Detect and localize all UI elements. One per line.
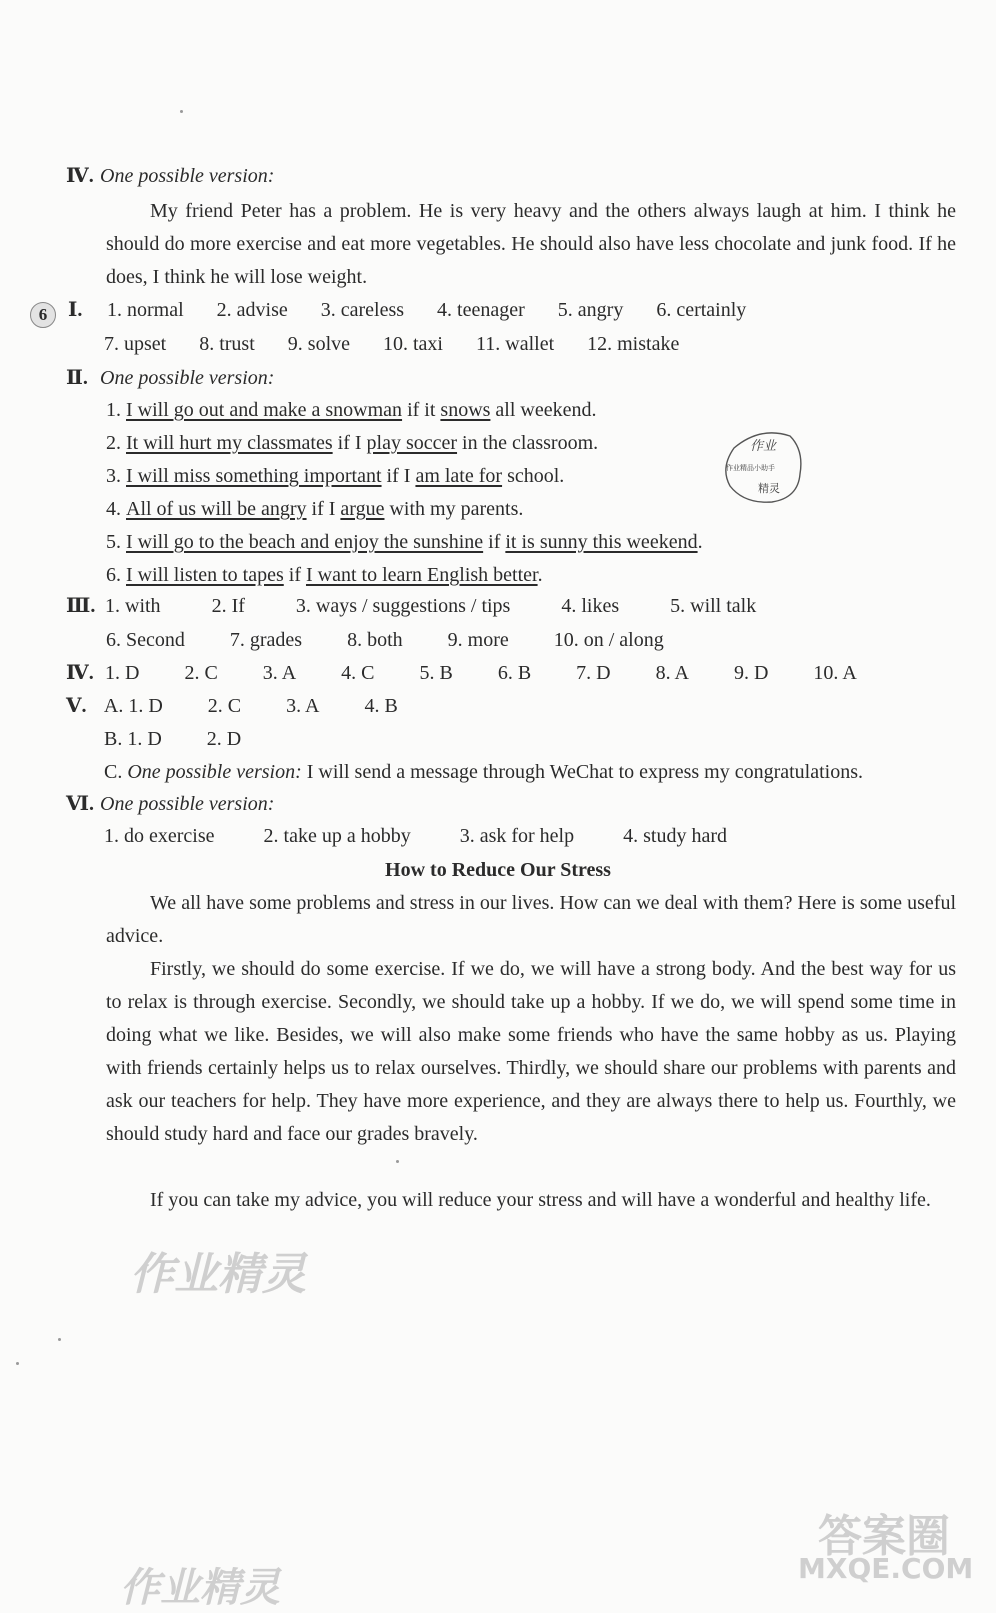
watermark-logo: 作业精灵 <box>130 1249 306 1300</box>
answer-item: 4. study hard <box>623 825 728 847</box>
essay-paragraph: We all have some problems and stress in our lives. How can we deal with them? Here is some useful advice. <box>106 892 956 947</box>
answer-item: 4. B <box>364 695 398 717</box>
conditional-sentence: 6. I will listen to tapes if I want to learn English better. <box>106 564 543 586</box>
if-clause: play soccer <box>366 432 458 454</box>
watermark-logo: 答案圈 <box>818 1511 950 1562</box>
section-label: One possible version: <box>100 793 275 815</box>
watermark-logo: MXQE.COM <box>798 1552 974 1585</box>
answer-item: 8. A <box>655 662 689 684</box>
section-v-part-a <box>66 694 398 718</box>
speck <box>16 1362 19 1365</box>
stamp-text: 作业 <box>750 438 777 453</box>
answer-item: A. 1. D <box>103 695 163 717</box>
answer-item: 5. will talk <box>670 595 757 617</box>
section-vi-row <box>104 824 727 848</box>
answer-item: 7. D <box>576 662 611 684</box>
conditional-sentence: 5. I will go to the beach and enjoy the sunshine if it is sunny this weekend. <box>106 531 703 553</box>
speck <box>396 1160 399 1163</box>
if-clause: I want to learn English better <box>305 564 538 586</box>
answer-item: 10. taxi <box>383 333 443 355</box>
answer-item: 1. do exercise <box>104 825 215 847</box>
answer-item: 6. Second <box>106 629 185 651</box>
answer-item: 3. ways / suggestions / tips <box>295 595 511 617</box>
answer-item: 1. with <box>105 595 161 617</box>
if-clause: argue <box>340 498 385 520</box>
section-i-row-1 <box>68 298 746 322</box>
answer-item: 6. certainly <box>656 299 747 321</box>
section-iv-heading <box>66 164 274 188</box>
essay-title: How to Reduce Our Stress <box>385 859 611 881</box>
section-numeral: Ⅲ. <box>66 595 96 617</box>
section-numeral: Ⅳ. <box>66 662 94 684</box>
answer-item: 1. D <box>105 662 140 684</box>
section-numeral: Ⅰ. <box>68 299 83 321</box>
answer-item: 7. upset <box>104 333 167 355</box>
essay-paragraph: Firstly, we should do some exercise. If we do, we will have a strong body. And the best way for us to relax is through exercise. Secondly, we should take up a hobby. If we do, we will spend some time in doing what we like. Besides, we will also make some friends who have the same hobby as us. Playing with friends certainly helps us to relax ourselves. Thirdly, we should share our problems with parents and ask our teachers for help. They have more experience, and they are always there to help us. Fourthly, we should study hard and face our grades bravely. <box>106 958 956 1145</box>
section-vi-heading <box>66 792 274 816</box>
unit-number-badge: 6 <box>30 302 56 328</box>
answer-item: 3. ask for help <box>459 825 575 847</box>
section-numeral: Ⅱ. <box>66 367 88 389</box>
main-clause: I will go out and make a snowman <box>126 399 403 421</box>
answer-item: 4. C <box>341 662 375 684</box>
section-label: One possible version: <box>100 165 275 187</box>
answer-item: 9. D <box>733 662 769 684</box>
main-clause: I will miss something important <box>126 465 382 487</box>
answer-item: 2. D <box>206 728 242 750</box>
section-numeral: Ⅳ. <box>66 165 94 187</box>
stamp-seal <box>720 428 806 508</box>
section-numeral: Ⅵ. <box>66 793 94 815</box>
conditional-sentence: 2. It will hurt my classmates if I play soccer in the classroom. <box>106 432 599 454</box>
speck <box>180 110 183 113</box>
answer-item: 3. careless <box>320 299 405 321</box>
stamp-text: 精灵 <box>758 483 780 495</box>
section-iii-row-2 <box>106 628 664 652</box>
answer-item: 9. solve <box>287 333 350 355</box>
answer-item: 8. trust <box>199 333 255 355</box>
section-i-row-2 <box>104 332 679 356</box>
section-label: One possible version: <box>127 761 302 783</box>
answer-item: 4. likes <box>561 595 620 617</box>
sample-paragraph: My friend Peter has a problem. He is very heavy and the others always laugh at him. I think he should do more exercise and eat more vegetables. He should also have less chocolate and junk food. If he does, I think he will lose weight. <box>106 200 956 288</box>
section-iii-row-1 <box>66 594 756 618</box>
answer-item: B. 1. D <box>104 728 162 750</box>
answer-item: 1. normal <box>107 299 184 321</box>
conditional-sentence: 4. All of us will be angry if I argue with my parents. <box>106 498 524 520</box>
main-clause: All of us will be angry <box>126 498 307 520</box>
answer-item: 2. take up a hobby <box>263 825 411 847</box>
answer-item: 5. B <box>419 662 453 684</box>
if-clause: it is sunny this weekend <box>505 531 698 553</box>
conditional-sentence: 1. I will go out and make a snowman if it snows all weekend. <box>106 399 597 421</box>
section-iv-row <box>66 661 857 685</box>
main-clause: I will go to the beach and enjoy the sunshine <box>126 531 484 553</box>
if-clause: am late for <box>415 465 503 487</box>
section-v-part-b <box>104 727 241 751</box>
answer-item: 3. A <box>286 695 320 717</box>
answer-item: 2. advise <box>216 299 288 321</box>
section-v-part-c: C. One possible version: I will send a message through WeChat to express my congratulations. <box>104 761 864 783</box>
answer-item: 12. mistake <box>587 333 680 355</box>
answer-item: 3. A <box>262 662 297 684</box>
if-clause: snows <box>440 399 491 421</box>
answer-item: 10. on / along <box>553 629 664 651</box>
essay-paragraph: If you can take my advice, you will reduce your stress and will have a wonderful and healthy life. <box>150 1189 931 1211</box>
answer-sentence: I will send a message through WeChat to express my congratulations. <box>301 761 864 783</box>
answer-item: 2. If <box>211 595 245 617</box>
section-numeral: Ⅴ. <box>66 695 87 717</box>
answer-item: 11. wallet <box>476 333 555 355</box>
answer-item: 4. teenager <box>437 299 525 321</box>
speck <box>58 1338 61 1341</box>
answer-item: 7. grades <box>229 629 303 651</box>
answer-item: 10. A <box>813 662 857 684</box>
answer-item: 8. both <box>347 629 403 651</box>
answer-item: 6. B <box>497 662 532 684</box>
main-clause: I will listen to tapes <box>126 564 284 586</box>
section-ii-heading <box>66 366 274 390</box>
main-clause: It will hurt my classmates <box>126 432 333 454</box>
answer-item: 2. C <box>184 662 218 684</box>
conditional-sentence: 3. I will miss something important if I am late for school. <box>106 465 565 487</box>
section-label: One possible version: <box>100 367 275 389</box>
answer-item: 5. angry <box>557 299 624 321</box>
answer-item: 9. more <box>447 629 509 651</box>
stamp-text: 作业精品小助手 <box>726 464 775 472</box>
watermark-logo: 作业精灵 <box>120 1565 280 1611</box>
answer-item: 2. C <box>207 695 242 717</box>
